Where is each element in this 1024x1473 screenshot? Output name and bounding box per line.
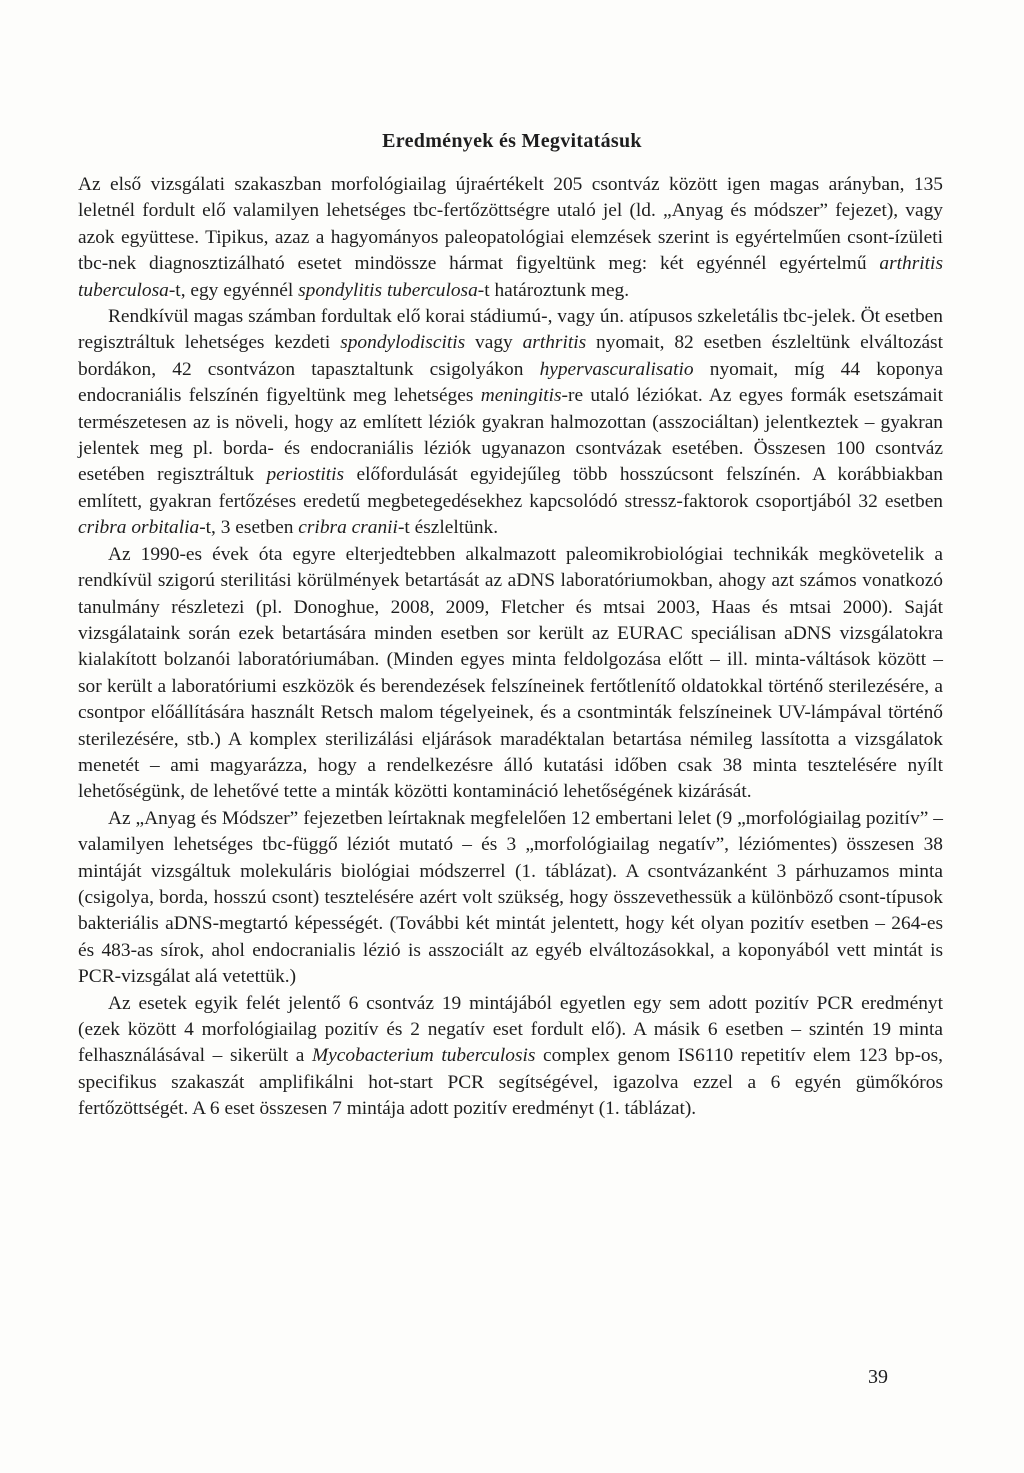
text-run: -t határoztunk meg. <box>477 279 630 301</box>
text-run: -re utaló léziókat. Az egyes formák esetszámait természetesen az is növeli, hogy az említett léziók gyakran halmozottan (asszociáltan) jelentkeztek – gyakran jelentek meg pl. borda- és endocraniális léziók ugyanazon csontvázak esetében. Összesen 100 csontváz esetében regisztráltuk <box>78 385 944 486</box>
text-run: Az „Anyag és Módszer” fejezetben leírtaknak megfelelően 12 embertani lelet (9 „morfológiailag pozitív” – valamilyen lehetséges tbc-függő léziót mutató – és 3 „morfológiailag negatív”, léziómentes) összesen 38 mintáját vizsgáltuk molekuláris biológiai módszerrel (1. táblázat). A csontvázanként 3 párhuzamos minta (csigolya, borda, hosszú csont) tesztelésére azért volt szükség, hogy összevethessük a különböző csont-típusok bakteriális aDNS-megtartó képességét. (További két mintát jelentett, hogy két olyan pozitív esetben – 264-es és 483-as sírok, ahol endocranialis lézió is asszociált az egyéb elváltozásokkal, a koponyából vett mintát is PCR-vizsgálat alá vetettük.) <box>78 807 943 988</box>
italic-term: spondylitis tuberculosa <box>298 279 478 301</box>
text-run: Az első vizsgálati szakaszban morfológiailag újraértékelt 205 csontváz között igen magas arányban, 135 leletnél fordult elő valamilyen lehetséges tbc-fertőzöttségre utaló jel (ld. „Anyag és módszer” fejezet), vagy azok együttese. Tipikus, azaz a hagyományos paleopatológiai elemzések szerint is egyértelműen csont-ízületi tbc-nek diagnosztizálható esetet mindössze hármat figyeltünk meg: két egyénnél egyértelmű <box>78 174 943 275</box>
section-heading: Eredmények és Megvitatásuk <box>382 130 642 152</box>
paragraph-1 <box>78 172 943 304</box>
italic-term: Mycobacterium tuberculosis <box>312 1045 536 1067</box>
italic-term: arthritis <box>522 332 587 354</box>
italic-term: spondylodiscitis <box>340 332 466 354</box>
paragraph-2 <box>78 304 943 542</box>
text-run: -t, egy egyénnél <box>168 279 299 301</box>
text-run: Az esetek egyik felét jelentő 6 csontváz 19 mintájából egyetlen egy sem adott pozitív PCR eredményt (ezek között 4 morfológiailag pozitív és 2 negatív eset fordult elő). A másik 6 esetben – szintén 19 minta felhasználásával – sikerült a <box>78 992 943 1067</box>
italic-term: meningitis <box>480 385 562 407</box>
body-text <box>78 172 943 1123</box>
paragraph-3 <box>78 542 943 806</box>
text-run: Rendkívül magas számban fordultak elő korai stádiumú-, vagy ún. atípusos szkeletális tbc-jelek. Öt esetben regisztráltuk lehetséges kezdeti <box>78 306 943 354</box>
italic-term: cribra orbitalia <box>78 517 200 539</box>
text-run: vagy <box>465 332 523 354</box>
paragraph-5 <box>78 991 943 1123</box>
paragraph-4 <box>78 806 943 991</box>
text-run: előfordulását egyidejűleg több hosszúcsont felszínén. A korábbiakban említett, gyakran fertőzéses eredetű megbetegedésekhez kapcsolódó stressz-faktorok csoportjából 32 esetben <box>78 464 943 512</box>
text-run: -t észleltünk. <box>397 517 499 539</box>
italic-term: periostitis <box>266 464 345 486</box>
text-run: nyomait, 82 esetben észleltünk elváltozást bordákon, 42 csontvázon tapasztaltunk csigolyákon <box>78 332 943 380</box>
text-run: nyomait, míg 44 koponya endocraniális felszínén figyeltünk meg lehetséges <box>78 358 944 407</box>
page-number: 39 <box>868 1366 888 1388</box>
italic-term: hypervascuralisatio <box>539 358 694 380</box>
text-run: complex genom IS6110 repetitív elem 123 bp-os, specifikus szakaszát amplifikálni hot-start PCR segítségével, igazolva ezzel a 6 egyén gümőkóros fertőzöttségét. A 6 eset összesen 7 mintája adott pozitív eredményt (1. táblázat). <box>78 1045 943 1120</box>
text-run: Az 1990-es évek óta egyre elterjedtebben alkalmazott paleomikrobiológiai technikák megkövetelik a rendkívül szigorú sterilitási körülmények betartását az aDNS laboratóriumokban, ahogy azt számos vonatkozó tanulmány részletezi (pl. Donoghue, 2008, 2009, Fletcher és mtsai 2003, Haas és mtsai 2000). Saját vizsgálataink során ezek betartására minden esetben sor került az EURAC speciálisan aDNS vizsgálatokra kialakított bolzanói laboratóriumában. (Minden egyes minta feldolgozása előtt – ill. minta-váltások között – sor került a laboratóriumi eszközök és berendezések felszíneinek fertőtlenítő oldatokkal történő sterilezésére, a csontpor előállítására használt Retsch malom tégelyeinek, és a csontminták felszíneinek UV-lámpával történő sterilezésére, stb.) A komplex sterilizálási eljárások maradéktalan betartása némileg lassította a vizsgálatok menetét – ami magyarázza, hogy a rendelkezésre álló kutatási időben csak 38 minta tesztelésére nyílt lehetőségünk, de lehetővé tette a minták közötti kontamináció lehetőségének kizárását. <box>78 543 943 803</box>
italic-term: arthritis tuberculosa <box>78 253 943 301</box>
italic-term: cribra cranii <box>298 517 398 539</box>
text-run: -t, 3 esetben <box>199 517 299 539</box>
